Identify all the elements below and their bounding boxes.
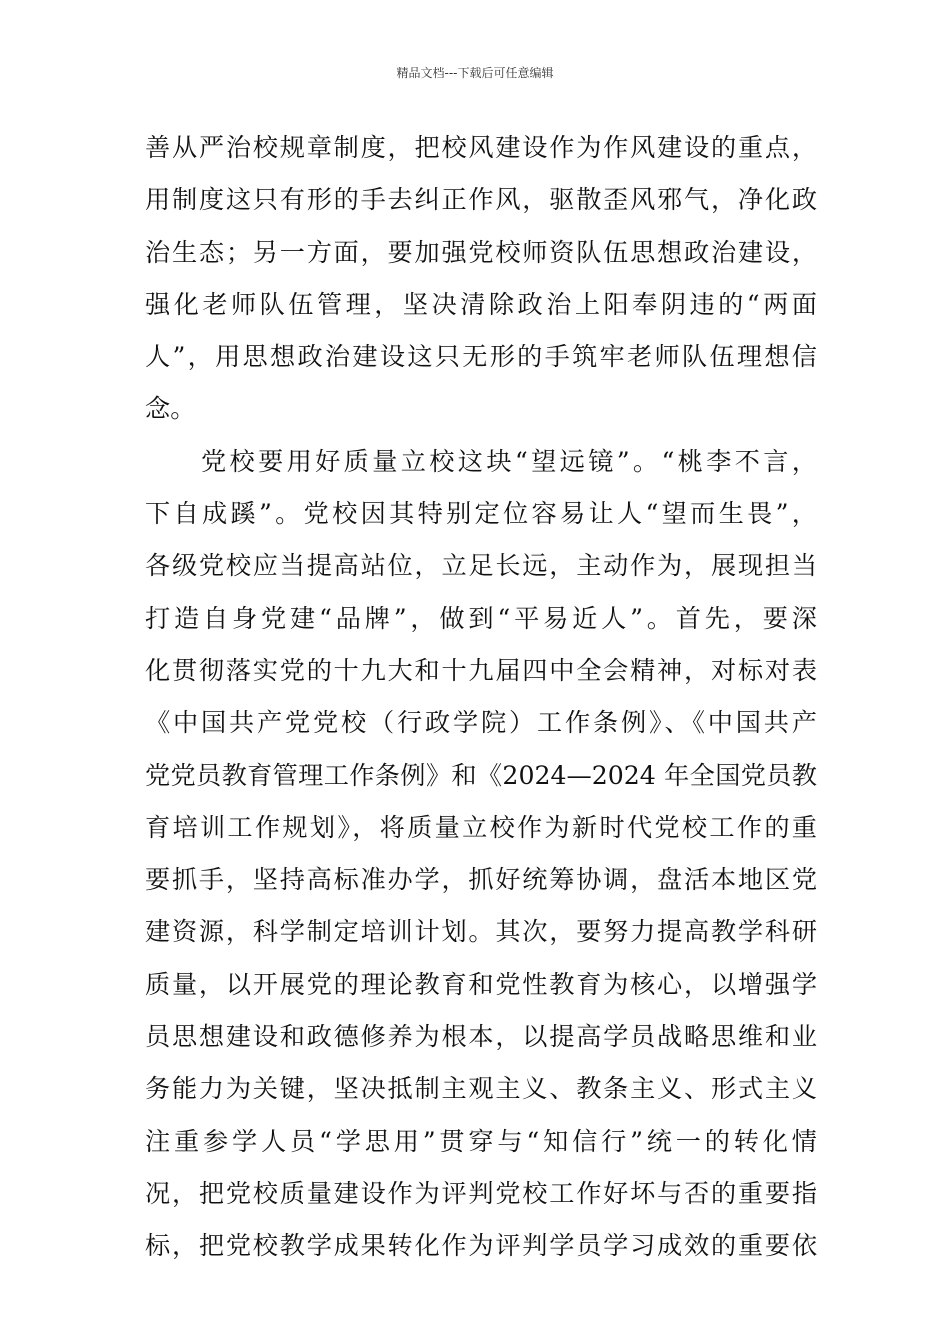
text-line: 用制度这只有形的手去纠正作风，驱散歪风邪气，净化政 (145, 185, 817, 215)
text-line: 注重参学人员“学思用”贯穿与“知信行”统一的转化情 (145, 1126, 817, 1156)
body-text (145, 128, 817, 1279)
text-line: 人”，用思想政治建设这只无形的手筑牢老师队伍理想信 (145, 342, 817, 372)
text-line: 务能力为关键，坚决抵制主观主义、教条主义、形式主义 (145, 1074, 817, 1104)
text-line: 育培训工作规划》，将质量立校作为新时代党校工作的重 (145, 812, 817, 842)
text-line: 建资源，科学制定培训计划。其次，要努力提高教学科研 (145, 917, 817, 947)
text-line: 标，把党校教学成果转化作为评判学员学习成效的重要依 (145, 1231, 817, 1261)
text-line: 员思想建设和政德修养为根本，以提高学员战略思维和业 (145, 1022, 817, 1052)
text-line: 化贯彻落实党的十九大和十九届四中全会精神，对标对表 (145, 655, 817, 685)
text-line: 强化老师队伍管理，坚决清除政治上阳奉阴违的“两面 (145, 289, 817, 319)
text-line: 善从严治校规章制度，把校风建设作为作风建设的重点， (145, 133, 817, 162)
text-line: 各级党校应当提高站位，立足长远，主动作为，展现担当 (145, 551, 817, 581)
text-line: 下自成蹊”。党校因其特别定位容易让人“望而生畏”， (145, 499, 817, 529)
text-line: 念。 (145, 394, 196, 424)
text-line: 况，把党校质量建设作为评判党校工作好坏与否的重要指 (145, 1178, 817, 1208)
text-line: 治生态；另一方面，要加强党校师资队伍思想政治建设， (145, 237, 817, 267)
text-line: 质量，以开展党的理论教育和党性教育为核心，以增强学 (145, 969, 817, 999)
text-line: 《中国共产党党校（行政学院）工作条例》、《中国共产 (145, 708, 817, 738)
text-line: 打造自身党建“品牌”，做到“平易近人”。首先，要深 (145, 603, 817, 633)
page-header: 精品文档---下载后可任意编辑 (396, 66, 554, 80)
text-line: 党党员教育管理工作条例》和《2024—2024 年全国党员教 (145, 760, 817, 790)
text-line: 要抓手，坚持高标准办学，抓好统筹协调，盘活本地区党 (145, 865, 817, 895)
text-line: 党校要用好质量立校这块“望远镜”。“桃李不言， (201, 446, 817, 476)
